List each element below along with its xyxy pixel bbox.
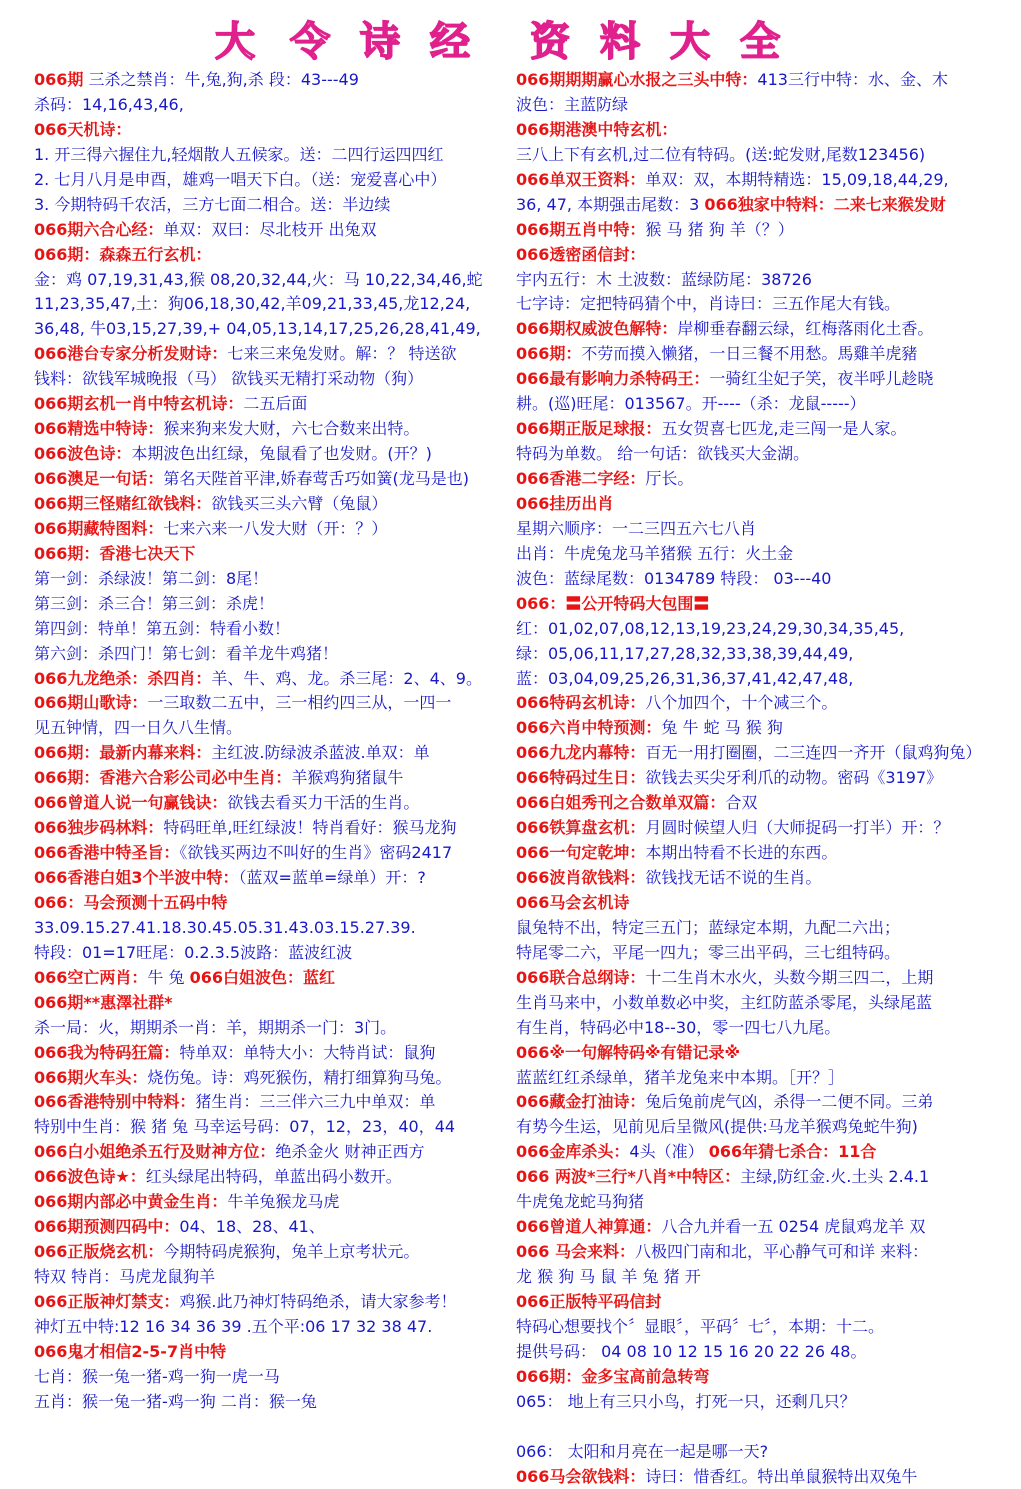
section-body: 羊、牛、鸡、龙。杀三尾：2、4、9。 xyxy=(211,669,482,688)
text-line xyxy=(516,691,1006,716)
text-line xyxy=(34,93,536,118)
text-line xyxy=(34,118,536,143)
section-body: 36,48, 牛03,15,27,39,+ 04,05,13,14,17,25,26,28,41,49, xyxy=(34,319,481,338)
section-heading: 066金库杀头： xyxy=(516,1142,629,1161)
section-body: 兔 牛 蛇 马 猴 狗 xyxy=(661,718,782,737)
section-heading: 066香港白姐3个半波中特： xyxy=(34,868,239,887)
text-line xyxy=(516,1190,1006,1215)
text-line xyxy=(34,1115,536,1140)
section-heading: 066挂历出肖 xyxy=(516,494,613,513)
section-heading: 066 马会来料： xyxy=(516,1242,635,1261)
text-line xyxy=(516,93,1006,118)
section-body: 特尾零二六，平尾一四九；零三出平码，三七组特码。 xyxy=(516,943,900,962)
text-line xyxy=(516,1340,1006,1365)
section-body: 066： 太阳和月亮在一起是哪一天? xyxy=(516,1442,768,1461)
text-line xyxy=(516,1415,1006,1440)
section-heading: 066期：金多宝高前急转弯 xyxy=(516,1367,709,1386)
section-body: 生肖马来中，小数单数必中奖，主红防蓝杀零尾，头绿尾蓝 xyxy=(516,993,932,1012)
text-line xyxy=(34,1340,536,1365)
banner-char: 大 xyxy=(215,10,255,67)
text-line xyxy=(516,1240,1006,1265)
section-body: 特码旺单,旺红绿波！特肖看好：猴马龙狗 xyxy=(163,818,456,837)
section-body: 主绿,防红金.火.土头 2.4.1 xyxy=(740,1167,929,1186)
text-line xyxy=(34,1165,536,1190)
text-line xyxy=(34,716,536,741)
section-body: 耕。(巡)旺尾：013567。开----（杀：龙鼠-----） xyxy=(516,394,866,413)
text-line xyxy=(34,1390,536,1415)
section-body: 不劳而摸入懒猪，一日三餐不用愁。馬雞羊虎豬 xyxy=(581,344,917,363)
text-line xyxy=(34,218,536,243)
section-heading: 066九龙内幕特： xyxy=(516,743,645,762)
text-line xyxy=(516,716,1006,741)
section-heading: 066期六合心经： xyxy=(34,220,163,239)
section-body: 绿：05,06,11,17,27,28,32,33,38,39,44,49, xyxy=(516,644,853,663)
text-line xyxy=(516,1041,1006,1066)
text-line xyxy=(516,617,1006,642)
text-line xyxy=(34,941,536,966)
section-heading: 066期**惠澤社群* xyxy=(34,993,173,1012)
text-line xyxy=(34,317,536,342)
section-body: 二来七来猴发财 xyxy=(834,195,946,214)
section-heading: 066精选中特诗： xyxy=(34,419,163,438)
section-heading: 066期期期赢心水报之三头中特： xyxy=(516,70,757,89)
section-heading: 066期：香港七决天下 xyxy=(34,544,195,563)
text-line xyxy=(516,1090,1006,1115)
section-body: 一骑红尘妃子笑，夜半呼儿趁晓 xyxy=(709,369,933,388)
text-line xyxy=(34,1066,536,1091)
section-heading: 066香港二字经： xyxy=(516,469,645,488)
section-heading: 066期山歌诗： xyxy=(34,693,147,712)
section-body: 单双：双，本期特精选：15,09,18,44,29, xyxy=(645,170,948,189)
section-body: 3. 今期特码千农活，三方七面二相合。送：半边续 xyxy=(34,195,390,214)
section-body: 绝杀金火 财神正西方 xyxy=(275,1142,424,1161)
section-body: 主红波.防绿波杀蓝波.单双：单 xyxy=(211,743,429,762)
section-heading: 066曾道人神算通： xyxy=(516,1217,661,1236)
text-line xyxy=(34,691,536,716)
text-line xyxy=(34,467,536,492)
section-body: 杀码：14,16,43,46, xyxy=(34,95,184,114)
text-line xyxy=(516,1165,1006,1190)
section-heading: 066我为特码狂篇： xyxy=(34,1043,179,1062)
banner-char: 大 xyxy=(670,10,710,67)
text-line xyxy=(516,667,1006,692)
section-body: 有生肖，特码必中18--30，零一四七八九尾。 xyxy=(516,1018,840,1037)
text-line xyxy=(34,617,536,642)
text-line xyxy=(516,367,1006,392)
section-heading: 066澳足一句话： xyxy=(34,469,163,488)
section-body: 04、18、28、41、 xyxy=(179,1217,324,1236)
text-line xyxy=(516,342,1006,367)
banner-char: 全 xyxy=(740,10,780,67)
text-line xyxy=(516,1140,1006,1165)
section-heading: 066马会玄机诗 xyxy=(516,893,629,912)
text-line xyxy=(34,891,536,916)
section-body: 岸柳垂春翻云绿，红梅落雨化土香。 xyxy=(677,319,933,338)
section-heading: 066透密函信封： xyxy=(516,245,645,264)
text-line xyxy=(516,1465,1006,1489)
section-body: 33.09.15.27.41.18.30.45.05.31.43.03.15.27.39. xyxy=(34,918,416,937)
section-body: 八极四门南和北，平心静气可和详 来料： xyxy=(635,1242,928,1261)
text-line xyxy=(34,841,536,866)
section-body: 龙 猴 狗 马 鼠 羊 兔 猪 开 xyxy=(516,1267,701,1286)
section-body: 鼠兔特不出，特定三五门；蓝绿定本期，九配二六出； xyxy=(516,918,900,937)
section-body: 一三取数二五中，三一相约四三从，一四一 xyxy=(147,693,451,712)
text-line xyxy=(516,991,1006,1016)
section-heading: 066期：最新内幕来料： xyxy=(34,743,211,762)
section-body: 鸡猴.此乃神灯特码绝杀，请大家参考！ xyxy=(179,1292,456,1311)
section-body: 欲钱去买尖牙利爪的动物。密码《3197》 xyxy=(645,768,942,787)
section-heading: 066※一句解特码※有错记录※ xyxy=(516,1043,740,1062)
section-heading: 066铁算盘玄机： xyxy=(516,818,645,837)
text-line xyxy=(34,292,536,317)
section-heading: 066波色诗： xyxy=(34,444,131,463)
section-body: 36, 47, 本期强击尾数：3 xyxy=(516,195,704,214)
section-heading: 066白姐秀刊之合数单双篇： xyxy=(516,793,725,812)
text-line xyxy=(516,766,1006,791)
section-heading: 066单双王资料： xyxy=(516,170,645,189)
section-heading: 066独步码林料： xyxy=(34,818,163,837)
section-body: 八合九并看一五 0254 虎鼠鸡龙羊 双 xyxy=(661,1217,925,1236)
section-body: 见五钟情，四一日久八生情。 xyxy=(34,718,242,737)
section-heading: 066 两波*三行*八肖*中特区： xyxy=(516,1167,740,1186)
text-line xyxy=(516,1215,1006,1240)
section-heading: 066年猜七杀合： xyxy=(709,1142,838,1161)
section-body: 三八上下有玄机,过二位有特码。(送:蛇发财,尾数123456) xyxy=(516,145,925,164)
text-line xyxy=(34,193,536,218)
section-body: 欲钱去看买力干活的生肖。 xyxy=(227,793,419,812)
section-body: 2. 七月八月是申酉，雄鸡一唱天下白。（送：宠爱喜心中） xyxy=(34,170,446,189)
text-line xyxy=(516,1115,1006,1140)
section-body: 413三行中特：水、金、木 xyxy=(757,70,948,89)
banner-char: 令 xyxy=(290,10,330,67)
section-heading: 066期：森森五行玄机： xyxy=(34,245,211,264)
section-body: 猴 马 猪 狗 羊（？） xyxy=(645,220,793,239)
section-heading: 066期权威波色解特： xyxy=(516,319,677,338)
section-heading: 066天机诗： xyxy=(34,120,131,139)
text-line xyxy=(516,891,1006,916)
text-line xyxy=(516,866,1006,891)
section-heading: 066期三怪赌红欲钱料： xyxy=(34,494,211,513)
section-body: 杀一局：火，期期杀一肖：羊，期期杀一门：3门。 xyxy=(34,1018,396,1037)
title-banner xyxy=(0,0,1021,68)
text-line xyxy=(516,517,1006,542)
text-line xyxy=(516,841,1006,866)
section-body: 蓝蓝红红杀绿单，猪羊龙兔来中本期。［开？］ xyxy=(516,1068,844,1087)
text-line xyxy=(516,243,1006,268)
text-line xyxy=(34,1265,536,1290)
text-line xyxy=(516,317,1006,342)
text-line xyxy=(34,816,536,841)
text-line xyxy=(516,467,1006,492)
section-body: 金：鸡 07,19,31,43,猴 08,20,32,44,火：马 10,22,34,46,蛇 xyxy=(34,270,483,289)
section-body: 兔后兔前虎气凶，杀得一二便不同。三弟 xyxy=(645,1092,933,1111)
section-body: 特双 特肖：马虎龙鼠狗羊 xyxy=(34,1267,215,1286)
section-heading: 066一句定乾坤： xyxy=(516,843,645,862)
section-body: 烧伤兔。诗：鸡死猴伤，精打细算狗马兔。 xyxy=(147,1068,451,1087)
section-heading: 066藏金打油诗： xyxy=(516,1092,645,1111)
text-line xyxy=(516,966,1006,991)
text-line xyxy=(34,517,536,542)
text-line xyxy=(516,68,1006,93)
section-body: 11合 xyxy=(838,1142,876,1161)
text-line xyxy=(34,642,536,667)
section-heading: 066空亡两肖： xyxy=(34,968,147,987)
section-heading: 066马会欲钱料： xyxy=(516,1467,645,1486)
text-line xyxy=(34,1215,536,1240)
text-line xyxy=(34,143,536,168)
text-line xyxy=(34,68,536,93)
section-body: 065： 地上有三只小鸟，打死一只，还剩几只？ xyxy=(516,1392,856,1411)
section-heading: 066期五肖中特： xyxy=(516,220,645,239)
section-heading: 066：马会预测十五码中特 xyxy=(34,893,227,912)
section-body: 特码心想要找个〞显眼〞，平码〞七〞，本期：十二。 xyxy=(516,1317,884,1336)
text-line xyxy=(516,1365,1006,1390)
section-body: 特别中生肖：猴 猪 兔 马幸运号码：07，12，23，40，44 xyxy=(34,1117,455,1136)
section-body: 三杀之禁肖：牛,兔,狗,杀 段：43---49 xyxy=(83,70,358,89)
section-heading: 066期： xyxy=(516,344,581,363)
section-heading: 066六肖中特预测： xyxy=(516,718,661,737)
section-body: 五女贺喜七匹龙,走三闯一是人家。 xyxy=(661,419,906,438)
section-body: 八个加四个，十个减三个。 xyxy=(645,693,837,712)
section-body: 今期特码虎猴狗，兔羊上京考状元。 xyxy=(163,1242,419,1261)
section-heading: 066期火车头： xyxy=(34,1068,147,1087)
section-body: 欲钱买三头六臂（兔鼠） xyxy=(211,494,387,513)
section-body: 第六剑：杀四门！第七剑：看羊龙牛鸡猪！ xyxy=(34,644,338,663)
section-body: 诗曰：惜香红。特出单鼠猴特出双兔牛 xyxy=(645,1467,917,1486)
text-line xyxy=(516,1016,1006,1041)
text-line xyxy=(516,1265,1006,1290)
section-body: 羊猴鸡狗猪鼠牛 xyxy=(291,768,403,787)
text-line xyxy=(516,1440,1006,1465)
section-body: 合双 xyxy=(725,793,757,812)
section-body: 红头绿尾出特码，单蓝出码小数开。 xyxy=(146,1167,402,1186)
text-line xyxy=(34,367,536,392)
text-line xyxy=(34,966,536,991)
text-line xyxy=(516,741,1006,766)
section-body: 神灯五中特:12 16 34 36 39 .五个平:06 17 32 38 47. xyxy=(34,1317,432,1336)
section-heading: 066正版神灯禁支： xyxy=(34,1292,179,1311)
section-body: 特段：01=17旺尾：0.2.3.5波路：蓝波红波 xyxy=(34,943,352,962)
section-body: 十二生肖木水火，头数今期三四二，上期 xyxy=(645,968,933,987)
section-heading: 066白小姐绝杀五行及财神方位： xyxy=(34,1142,275,1161)
text-line xyxy=(34,1090,536,1115)
section-body: 特码为单数。 给一句话：欲钱买大金湖。 xyxy=(516,444,809,463)
text-line xyxy=(516,1390,1006,1415)
section-body: 宇内五行：木 土波数：蓝绿防尾：38726 xyxy=(516,270,812,289)
section-heading: 066特码玄机诗： xyxy=(516,693,645,712)
text-line xyxy=(34,342,536,367)
section-body: 欲钱找无话不说的生肖。 xyxy=(645,868,821,887)
text-line xyxy=(34,991,536,1016)
section-heading: 066曾道人说一句赢钱诀： xyxy=(34,793,227,812)
text-line xyxy=(34,1140,536,1165)
section-heading: 066九龙绝杀：杀四肖： xyxy=(34,669,211,688)
section-body: 百无一用打圈圈，二三连四一齐开（鼠鸡狗兔） xyxy=(645,743,981,762)
section-heading: 066正版烧玄机： xyxy=(34,1242,163,1261)
text-line xyxy=(34,1315,536,1340)
text-line xyxy=(516,1066,1006,1091)
text-line xyxy=(516,168,1006,193)
section-body: 七来六来一八发大财（开：？） xyxy=(163,519,387,538)
text-line xyxy=(34,866,536,891)
section-body: 第一剑：杀绿波！第二剑：8尾！ xyxy=(34,569,268,588)
section-body: 七肖：猴一兔一猪-鸡一狗一虎一马 xyxy=(34,1367,280,1386)
section-body: 猴来狗来发大财，六七合数来出特。 xyxy=(163,419,419,438)
text-line xyxy=(34,791,536,816)
text-line xyxy=(516,567,1006,592)
section-heading: 066最有影响力杀特码王： xyxy=(516,369,709,388)
section-body: 本期出特看不长进的东西。 xyxy=(645,843,837,862)
section-heading: 066白姐波色： xyxy=(190,968,303,987)
text-line xyxy=(516,642,1006,667)
text-line xyxy=(516,1290,1006,1315)
section-heading: 066期：香港六合彩公司必中生肖： xyxy=(34,768,291,787)
section-body: （蓝双=蓝单=绿单）开：? xyxy=(239,868,426,887)
text-line xyxy=(516,442,1006,467)
text-line xyxy=(34,417,536,442)
section-body: 牛 兔 xyxy=(147,968,189,987)
section-heading: 066波肖欲钱料： xyxy=(516,868,645,887)
text-line xyxy=(516,492,1006,517)
section-body: 蓝红 xyxy=(303,968,335,987)
text-line xyxy=(34,567,536,592)
section-heading: 066期 xyxy=(34,70,83,89)
text-line xyxy=(34,392,536,417)
section-body: 提供号码： 04 08 10 12 15 16 20 22 26 48。 xyxy=(516,1342,866,1361)
section-body: 波色：主蓝防绿 xyxy=(516,95,628,114)
section-heading: 066期内部必中黄金生肖： xyxy=(34,1192,227,1211)
section-body: 二五后面 xyxy=(243,394,307,413)
text-line xyxy=(516,592,1006,617)
text-line xyxy=(34,1016,536,1041)
text-line xyxy=(516,118,1006,143)
text-line xyxy=(516,143,1006,168)
text-line xyxy=(34,268,536,293)
section-heading: 066期预测四码中： xyxy=(34,1217,179,1236)
section-heading: 066独家中特料： xyxy=(704,195,833,214)
banner-char: 诗 xyxy=(360,10,400,67)
text-line xyxy=(34,667,536,692)
section-body: 星期六顺序：一二三四五六七八肖 xyxy=(516,519,756,538)
text-line xyxy=(34,542,536,567)
section-heading: 066鬼才相信2-5-7肖中特 xyxy=(34,1342,226,1361)
section-body: 出肖：牛虎兔龙马羊猪猴 五行：火土金 xyxy=(516,544,793,563)
section-body: 七来三来兔发财。解：？ 特送欲 xyxy=(227,344,456,363)
section-body: 11,23,35,47,土：狗06,18,30,42,羊09,21,33,45,龙12,24, xyxy=(34,294,470,313)
section-body: 第三剑：杀三合！第三剑：杀虎！ xyxy=(34,594,274,613)
text-line xyxy=(516,1315,1006,1340)
text-line xyxy=(34,1240,536,1265)
text-line xyxy=(34,168,536,193)
section-heading: 066期藏特图料： xyxy=(34,519,163,538)
text-line xyxy=(34,1365,536,1390)
section-heading: 066期正版足球报： xyxy=(516,419,661,438)
text-line xyxy=(34,1290,536,1315)
text-line xyxy=(34,741,536,766)
text-line xyxy=(516,218,1006,243)
section-body: 厅长。 xyxy=(645,469,693,488)
section-heading: 066香港中特圣旨： xyxy=(34,843,179,862)
right-column xyxy=(516,68,1006,1489)
left-column xyxy=(34,68,536,1415)
text-line xyxy=(516,791,1006,816)
text-line xyxy=(34,592,536,617)
text-line xyxy=(516,268,1006,293)
section-body: 钱料：欲钱军城晚报（马） 欲钱买无精打采动物（狗） xyxy=(34,369,423,388)
text-line xyxy=(516,193,1006,218)
section-body: 蓝：03,04,09,25,26,31,36,37,41,42,47,48, xyxy=(516,669,853,688)
text-line xyxy=(34,1041,536,1066)
text-line xyxy=(516,816,1006,841)
banner-char: 经 xyxy=(430,10,470,67)
section-body: 本期波色出红绿，兔鼠看了也发财。(开？) xyxy=(131,444,432,463)
text-line xyxy=(34,1190,536,1215)
text-line xyxy=(34,442,536,467)
section-body: 4头（准） xyxy=(629,1142,708,1161)
section-heading: 066香港特别中特料： xyxy=(34,1092,195,1111)
section-body: 1. 开三得六握住九,轻烟散人五候家。送：二四行运四四红 xyxy=(34,145,443,164)
section-heading: 066期港澳中特玄机： xyxy=(516,120,677,139)
text-line xyxy=(34,492,536,517)
text-line xyxy=(34,766,536,791)
section-body: 猪生肖：三三伴六三九中单双：单 xyxy=(195,1092,435,1111)
section-body: 波色：蓝绿尾数：0134789 特段： 03---40 xyxy=(516,569,831,588)
section-body: 牛虎兔龙蛇马狗猪 xyxy=(516,1192,644,1211)
section-body: 《欲钱买两边不叫好的生肖》密码2417 xyxy=(179,843,452,862)
section-heading: 066联合总纲诗： xyxy=(516,968,645,987)
section-heading: 066港台专家分析发财诗： xyxy=(34,344,227,363)
section-body: 有势今生运，见前见后呈微风(提供:马龙羊猴鸡兔蛇牛狗) xyxy=(516,1117,918,1136)
text-line xyxy=(516,916,1006,941)
text-line xyxy=(516,292,1006,317)
section-body: 单双：双曰：尽北枝开 出兔双 xyxy=(163,220,376,239)
banner-char: 料 xyxy=(600,10,640,67)
section-heading: 066期玄机一肖中特玄机诗： xyxy=(34,394,243,413)
section-body: 特单双：单特大小：大特肖试：鼠狗 xyxy=(179,1043,435,1062)
section-heading: 066正版特平码信封 xyxy=(516,1292,661,1311)
section-heading: 066波色诗★： xyxy=(34,1167,146,1186)
text-line xyxy=(516,542,1006,567)
text-line xyxy=(516,417,1006,442)
section-body: 第四剑：特单！第五剑：特看小数！ xyxy=(34,619,290,638)
section-body: 月圆时候望人归（大师捉码一打半）开：？ xyxy=(645,818,949,837)
section-body: 五肖：猴一兔一猪-鸡一狗 二肖：猴一兔 xyxy=(34,1392,317,1411)
section-body: 红：01,02,07,08,12,13,19,23,24,29,30,34,35,45, xyxy=(516,619,904,638)
section-heading: 066：〓公开特码大包围〓 xyxy=(516,594,709,613)
text-line xyxy=(516,392,1006,417)
text-line xyxy=(516,941,1006,966)
text-line xyxy=(34,243,536,268)
section-heading: 066特码过生日： xyxy=(516,768,645,787)
banner-char: 资 xyxy=(530,10,570,67)
section-body: 七字诗：定把特码猜个中，肖诗曰：三五作尾大有钱。 xyxy=(516,294,900,313)
section-body: 第名天陛首平津,娇春莺舌巧如簧(龙马是也) xyxy=(163,469,469,488)
section-body: 牛羊兔猴龙马虎 xyxy=(227,1192,339,1211)
text-line xyxy=(34,916,536,941)
